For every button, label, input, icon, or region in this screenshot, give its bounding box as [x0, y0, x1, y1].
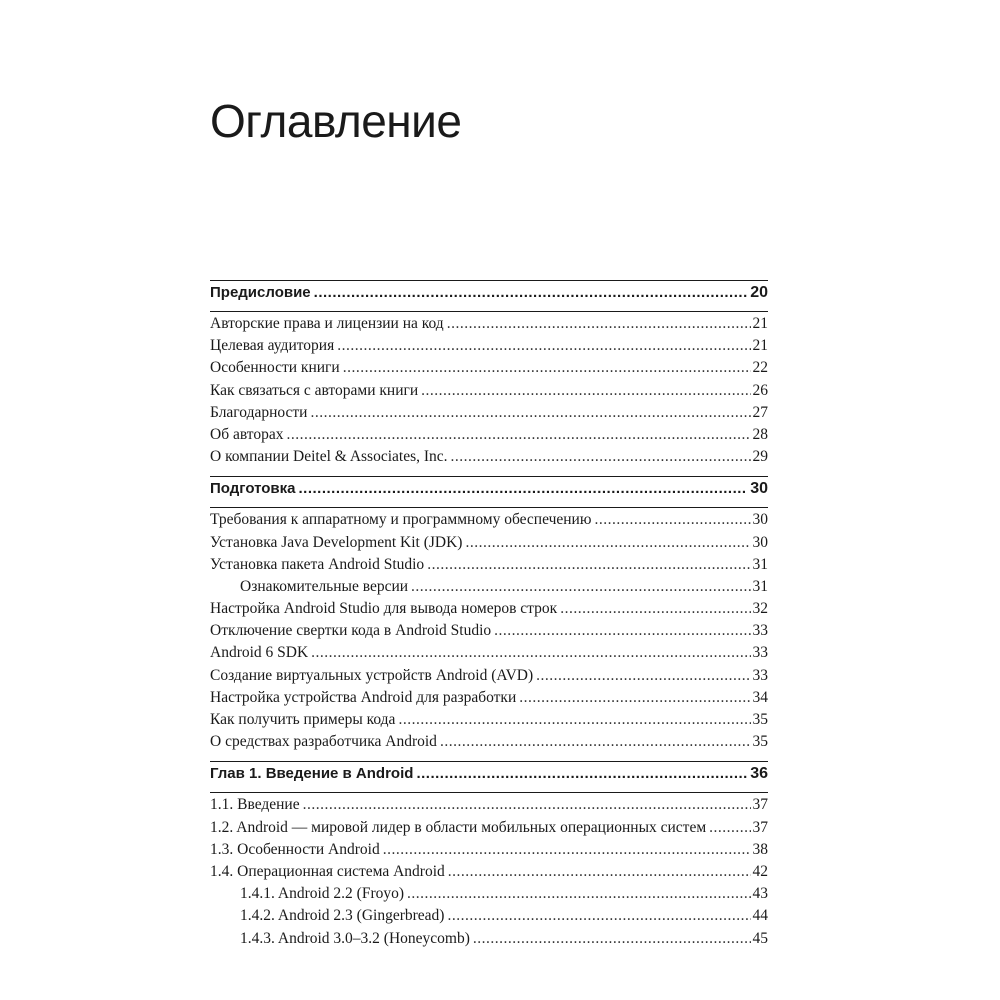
toc-subentry[interactable] [210, 930, 768, 952]
toc-section-heading[interactable] [210, 761, 768, 793]
dot-leader [407, 885, 750, 903]
dot-leader [447, 907, 750, 925]
toc-section-heading[interactable] [210, 280, 768, 312]
toc-entry-title: Авторские права и лицензии на код [210, 315, 444, 332]
toc-entry[interactable] [210, 315, 768, 337]
dot-leader [594, 511, 750, 529]
dot-leader [560, 600, 750, 618]
toc-heading-page: 30 [750, 480, 768, 498]
dot-leader [299, 480, 748, 497]
toc-entry-page: 35 [752, 733, 768, 751]
table-of-contents [210, 280, 768, 958]
toc-entry-title: Благодарности [210, 403, 308, 421]
toc-entry[interactable] [210, 448, 768, 470]
toc-entry-page: 30 [752, 533, 768, 551]
toc-entry-page: 21 [752, 337, 768, 355]
dot-leader [465, 534, 750, 552]
toc-entry-title: Особенности книги [210, 359, 340, 377]
toc-entry-title: Настройка устройства Android для разработки [210, 688, 517, 706]
toc-entry[interactable] [210, 426, 768, 448]
toc-entry-title: 1.2. Android — мировой лидер в области мобильных операционных систем [210, 818, 707, 836]
toc-entry[interactable] [210, 359, 768, 381]
dot-leader [311, 644, 750, 662]
toc-section-heading[interactable] [210, 476, 768, 508]
toc-entry[interactable] [210, 404, 768, 426]
toc-entry-page: 30 [752, 511, 768, 529]
toc-entry-page: 35 [752, 711, 768, 728]
dot-leader [343, 359, 751, 377]
toc-entry[interactable] [210, 556, 768, 578]
toc-entry-title: 1.4.3. Android 3.0–3.2 (Honeycomb) [240, 929, 470, 947]
toc-entry-page: 33 [752, 622, 768, 640]
toc-entry-page: 29 [752, 448, 768, 466]
dot-leader [314, 284, 748, 301]
toc-subentry[interactable] [210, 885, 768, 907]
dot-leader [447, 315, 751, 333]
toc-entry[interactable] [210, 511, 768, 533]
toc-entry-page: 37 [752, 818, 768, 836]
toc-entry[interactable] [210, 733, 768, 755]
toc-heading-title: Глав 1. Введение в Android [210, 765, 414, 783]
toc-entry-page: 26 [752, 381, 768, 399]
toc-entry-title: Об авторах [210, 425, 284, 443]
toc-entry-page: 31 [752, 555, 768, 573]
toc-entry-page: 31 [752, 577, 768, 595]
dot-leader [448, 863, 751, 881]
toc-entry-page: 28 [752, 425, 768, 443]
toc-section [210, 280, 768, 470]
toc-entry[interactable] [210, 841, 768, 863]
toc-section [210, 476, 768, 755]
toc-entry-title: Установка пакета Android Studio [210, 555, 425, 573]
toc-entry[interactable] [210, 819, 768, 841]
toc-entry-title: Создание виртуальных устройств Android (AVD) [210, 666, 534, 684]
toc-entry[interactable] [210, 689, 768, 711]
dot-leader [411, 578, 750, 596]
toc-entry-title: Настройка Android Studio для вывода номеров строк [210, 600, 558, 618]
toc-entry-page: 27 [752, 403, 768, 421]
toc-entry-title: Установка Java Development Kit (JDK) [210, 533, 463, 551]
toc-subentry[interactable] [210, 578, 768, 600]
toc-entry[interactable] [210, 863, 768, 885]
dot-leader [427, 556, 750, 574]
dot-leader [286, 426, 750, 444]
toc-section [210, 761, 768, 951]
dot-leader [519, 689, 750, 707]
toc-entry-page: 32 [752, 600, 768, 618]
toc-entry-page: 22 [752, 359, 768, 377]
dot-leader [536, 667, 750, 685]
toc-entry-page: 33 [752, 644, 768, 662]
toc-entry-title: Android 6 SDK [210, 644, 309, 662]
toc-entry[interactable] [210, 622, 768, 644]
toc-entry-title: О средствах разработчика Android [210, 733, 437, 751]
toc-entry[interactable] [210, 600, 768, 622]
toc-entry-page: 45 [752, 929, 768, 947]
dot-leader [310, 404, 750, 422]
dot-leader [416, 765, 747, 782]
toc-entry-title: Ознакомительные версии [240, 577, 409, 595]
toc-entry-page: 33 [752, 666, 768, 684]
toc-heading-page: 36 [750, 765, 768, 783]
toc-entry-page: 42 [752, 862, 768, 880]
toc-entry-page: 38 [752, 840, 768, 858]
toc-entry-title: 1.4.1. Android 2.2 (Froyo) [240, 885, 405, 903]
toc-entry-page: 37 [752, 796, 768, 814]
toc-entry-title: О компании Deitel & Associates, Inc. [210, 448, 448, 466]
toc-entry-title: Как получить примеры кода [210, 711, 396, 728]
toc-heading-page: 20 [750, 284, 768, 301]
dot-leader [383, 841, 751, 859]
dot-leader [473, 930, 751, 948]
toc-entry-page: 44 [752, 907, 768, 925]
toc-entry[interactable] [210, 644, 768, 666]
dot-leader [303, 796, 751, 814]
dot-leader [421, 382, 750, 400]
toc-entry[interactable] [210, 382, 768, 404]
toc-entry-title: 1.1. Введение [210, 796, 300, 814]
toc-entry-title: 1.4.2. Android 2.3 (Gingerbread) [240, 907, 445, 925]
dot-leader [494, 622, 750, 640]
toc-entry[interactable] [210, 711, 768, 733]
toc-heading-title: Предисловие [210, 284, 311, 301]
toc-entry-title: Целевая аудитория [210, 337, 335, 355]
dot-leader [709, 819, 750, 837]
toc-heading-title: Подготовка [210, 480, 296, 498]
toc-entry-title: Отключение свертки кода в Android Studio [210, 622, 492, 640]
toc-entry-title: Как связаться с авторами книги [210, 381, 419, 399]
toc-entry-title: 1.3. Особенности Android [210, 840, 380, 858]
dot-leader [451, 448, 751, 466]
toc-entry[interactable] [210, 337, 768, 359]
dot-leader [440, 733, 751, 751]
toc-subentry[interactable] [210, 907, 768, 929]
page-title: Оглавление [210, 95, 462, 147]
dot-leader [337, 337, 750, 355]
toc-entry-page: 21 [752, 315, 768, 332]
toc-entry-title: Требования к аппаратному и программному обеспечению [210, 511, 592, 529]
toc-entry[interactable] [210, 667, 768, 689]
toc-entry-title: 1.4. Операционная система Android [210, 862, 445, 880]
toc-entry-page: 34 [752, 688, 768, 706]
dot-leader [398, 711, 750, 729]
toc-entry-page: 43 [752, 885, 768, 903]
toc-entry[interactable] [210, 534, 768, 556]
toc-entry[interactable] [210, 796, 768, 818]
